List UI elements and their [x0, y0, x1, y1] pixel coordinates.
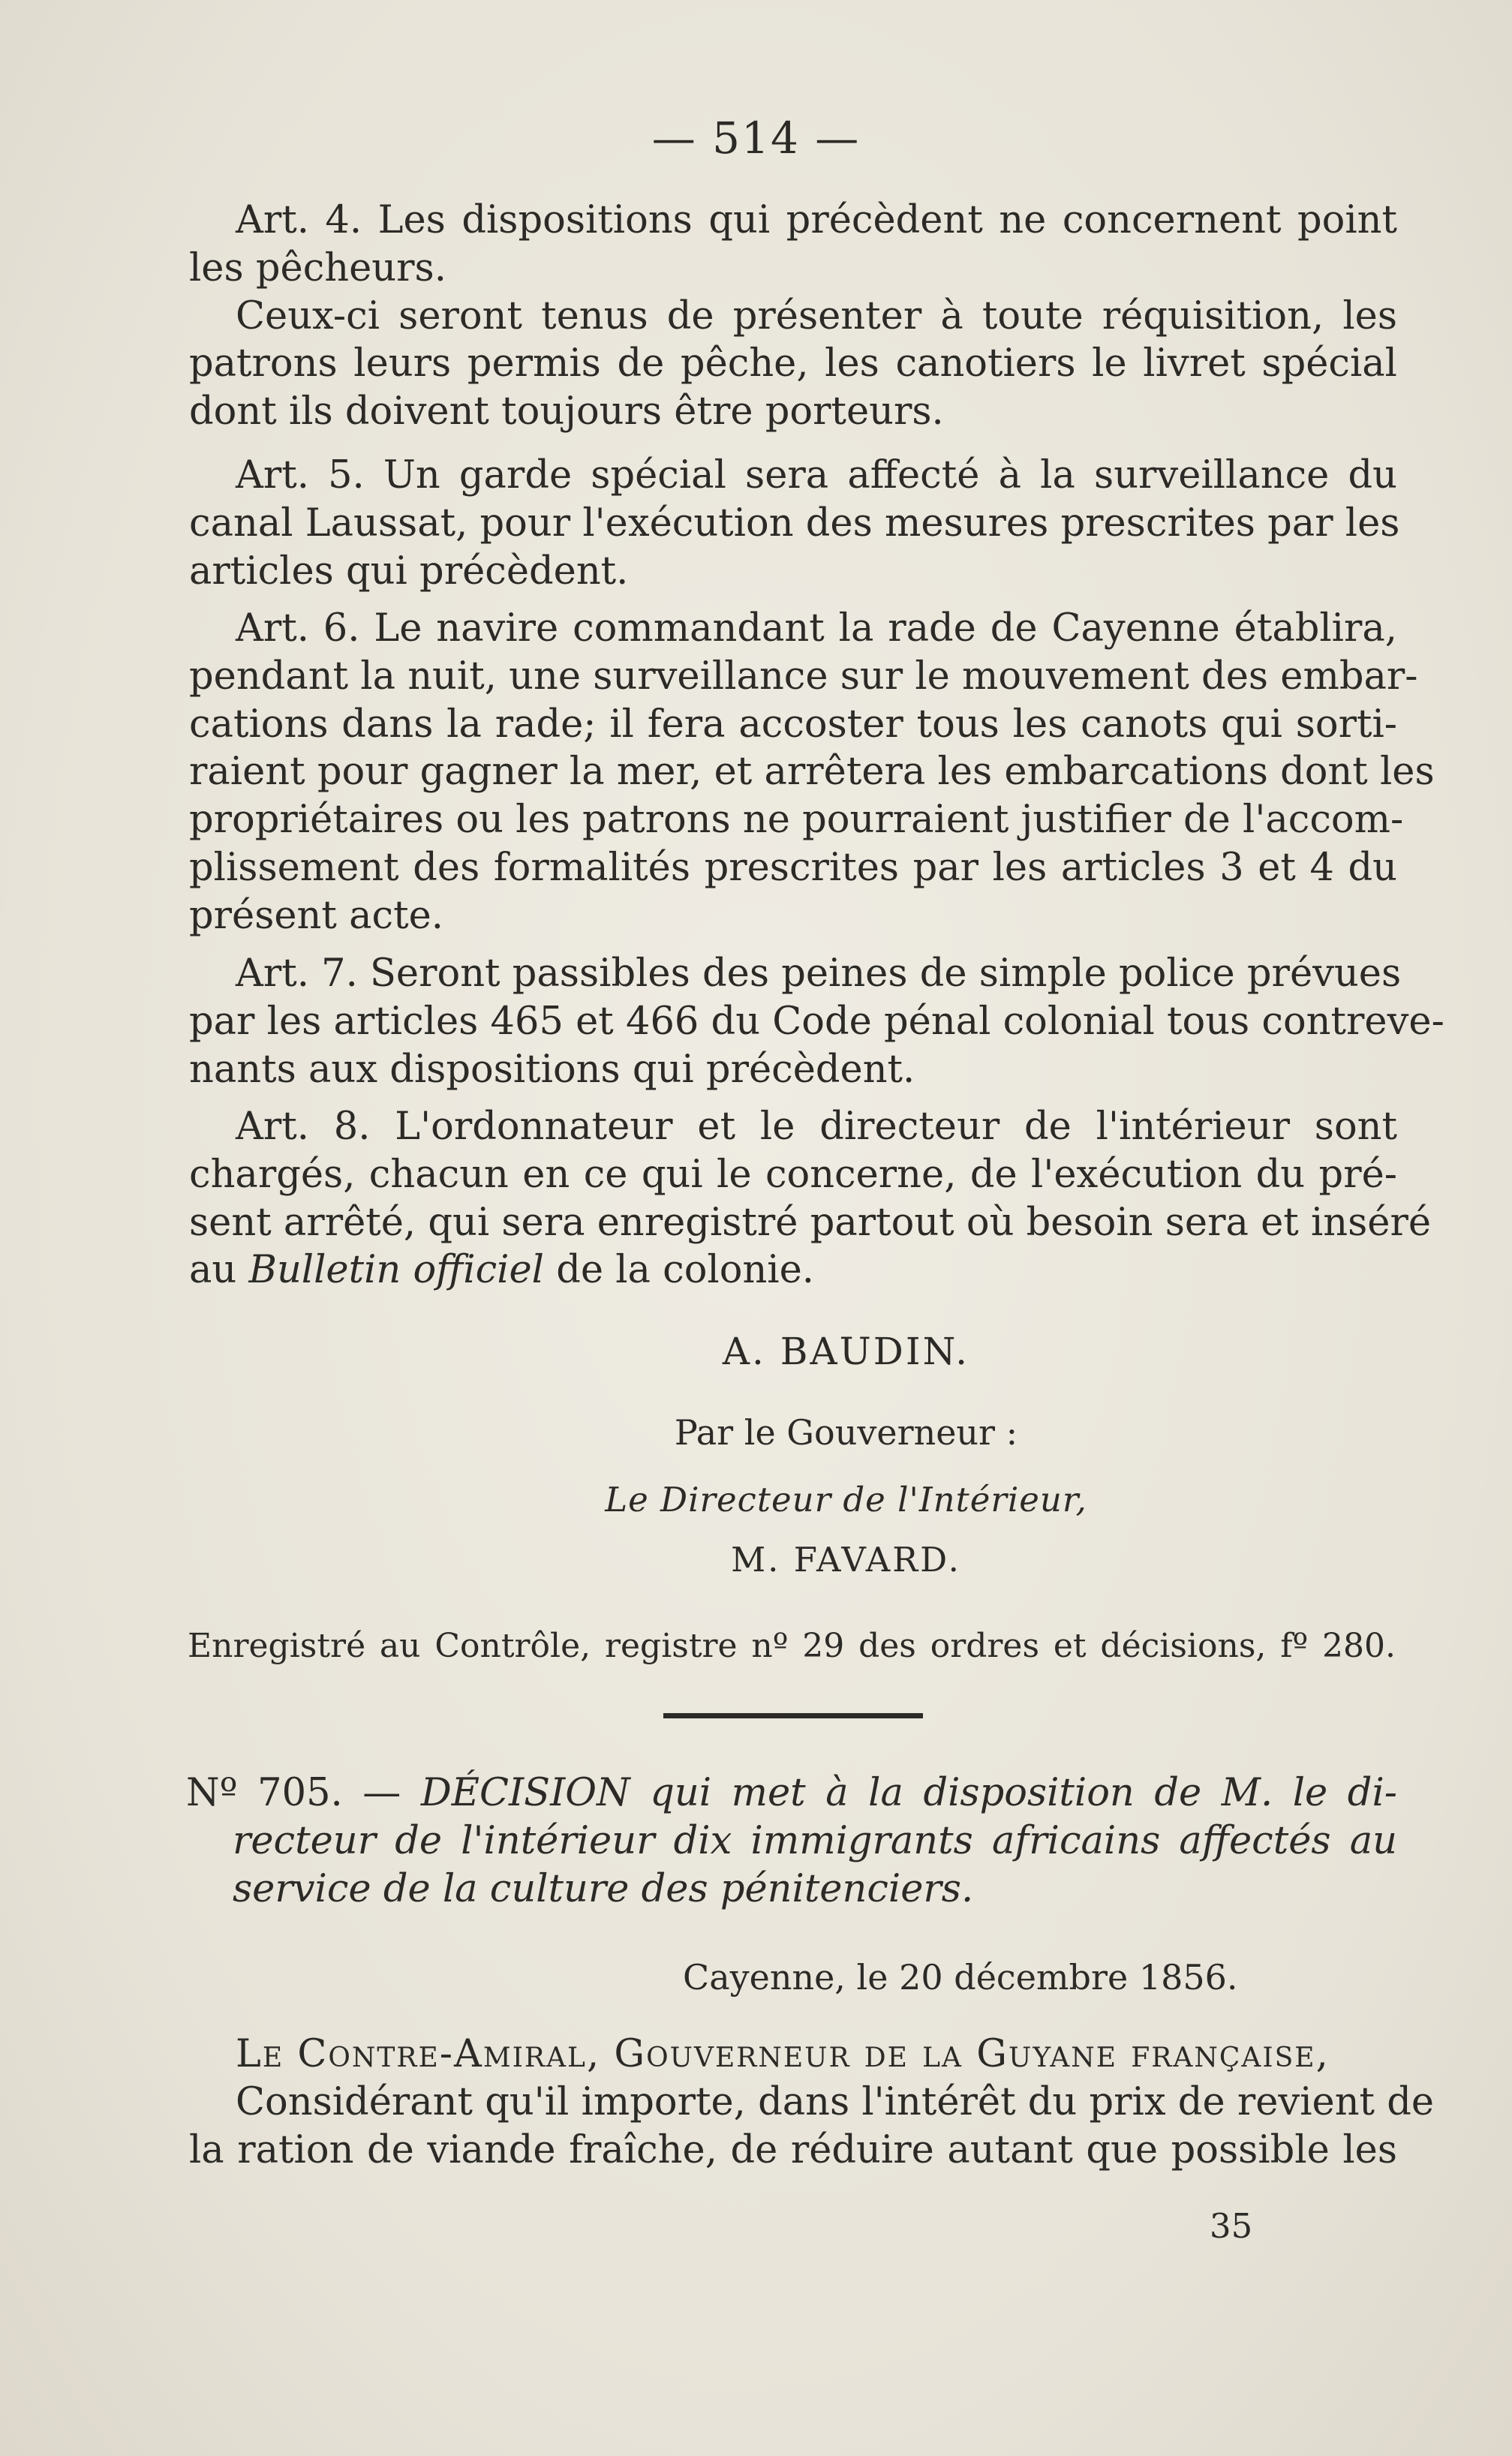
article-line: présent acte. [189, 893, 443, 938]
signature-governor: A. BAUDIN. [722, 1330, 970, 1373]
decision-preamble [189, 2031, 1435, 2174]
article-line: Art. 7. Seront passibles des peines de simple police prévues [236, 951, 1402, 996]
article-line: par les articles 465 et 466 du Code pénal colonial tous contreve- [189, 999, 1444, 1044]
decision-number: Nº 705. — [186, 1771, 421, 1815]
preamble-line: la ration de viande fraîche, de réduire autant que possible les [189, 2127, 1397, 2172]
directeur-name: M. FAVARD. [731, 1540, 961, 1580]
preamble-line: Considérant qu'il importe, dans l'intérêt du prix de revient de [236, 2079, 1435, 2124]
article-7 [189, 950, 1444, 1093]
article-line: les pêcheurs. [189, 245, 446, 290]
article-6 [189, 605, 1435, 940]
article-line: Art. 5. Un garde spécial sera affecté à la surveillance du [236, 453, 1397, 498]
article-line: pendant la nuit, une surveillance sur le mouvement des embar- [189, 654, 1418, 699]
article-line: cations dans la rade; il fera accoster tous les canots qui sorti- [189, 702, 1397, 747]
par-le-gouverneur: Par le Gouverneur : [674, 1412, 1018, 1453]
article-line: chargés, chacun en ce qui le concerne, de l'exécution du pré- [189, 1152, 1397, 1197]
article-8 [189, 1103, 1432, 1294]
article-line: canal Laussat, pour l'exécution des mesures prescrites par les [189, 501, 1400, 546]
section-divider [663, 1713, 923, 1718]
decision-title-line: recteur de l'intérieur dix immigrants africains affectés au [233, 1818, 1397, 1863]
article-5 [189, 452, 1400, 595]
article-line: Art. 8. L'ordonnateur et le directeur de l'intérieur sont [236, 1105, 1397, 1149]
decision-title-part: DÉCISION qui met à la disposition de M. le di- [420, 1771, 1397, 1815]
preamble-line: Le Contre-Amiral, Gouverneur de la Guyane française, [236, 2032, 1330, 2076]
decision-title-line: service de la culture des pénitenciers. [233, 1866, 974, 1911]
article-line: patrons leurs permis de pêche, les canotiers le livret spécial [189, 341, 1397, 386]
article-line: sent arrêté, qui sera enregistré partout où besoin sera et inséré [189, 1200, 1432, 1245]
article-line: propriétaires ou les patrons ne pourraient justifier de l'accom- [189, 798, 1404, 843]
registration-note: Enregistré au Contrôle, registre nº 29 des ordres et décisions, fº 280. [188, 1627, 1396, 1665]
directeur-title: Le Directeur de l'Intérieur, [605, 1480, 1087, 1520]
page-number: — 514 — [651, 113, 861, 164]
article-line: plissement des formalités prescrites par les articles 3 et 4 du [189, 845, 1397, 890]
article-line: Art. 6. Le navire commandant la rade de Cayenne établira, [236, 606, 1397, 651]
signature-mark: 35 [1210, 2206, 1253, 2246]
article-line: articles qui précèdent. [189, 549, 629, 594]
article-line: raient pour gagner la mer, et arrêtera les embarcations dont les [189, 750, 1435, 795]
decision-date: Cayenne, le 20 décembre 1856. [683, 1957, 1238, 1998]
article-line: nants aux dispositions qui précèdent. [189, 1047, 915, 1092]
article-line: Ceux-ci seront tenus de présenter à toute réquisition, les [236, 293, 1397, 338]
article-4 [189, 197, 1397, 436]
bulletin-officiel: Bulletin officiel [248, 1248, 544, 1293]
article-line: dont ils doivent toujours être porteurs. [189, 389, 944, 434]
article-line: Art. 4. Les dispositions qui précèdent ne concernent point [236, 198, 1397, 242]
decision-title-line [186, 1769, 1397, 1817]
decision-705 [186, 1769, 1397, 1913]
article-line-with-italic: au Bulletin officiel de la colonie. [189, 1248, 814, 1293]
